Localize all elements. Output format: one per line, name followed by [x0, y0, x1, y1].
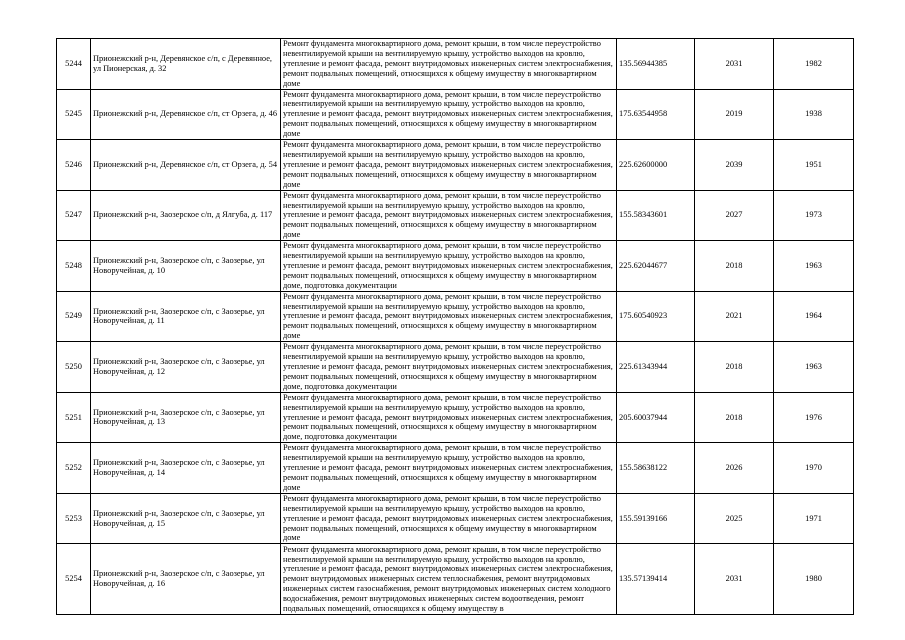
table-row — [57, 493, 854, 544]
row-number-cell: 5249 — [57, 291, 91, 342]
address-cell: Прионежский р-н, Заозерское с/п, д Ялгуба, д. 117 — [91, 190, 281, 241]
address-cell: Прионежский р-н, Заозерское с/п, с Заозерье, ул Новоручейная, д. 12 — [91, 342, 281, 393]
row-number-cell: 5252 — [57, 443, 91, 494]
table-row — [57, 241, 854, 292]
works-cell: Ремонт фундамента многоквартирного дома, ремонт крыши, в том числе переустройство невентилируемой крыши на вентилируемую крышу, устройство выходов на кровлю, утепление и ремонт фасада, ремонт внутридомовых инженерных систем электроснабжения, ремонт подвальных помещений, относящихся к общему имуществу в многоквартирном доме — [281, 140, 617, 191]
cost-cell: 135.57139414 — [617, 544, 695, 615]
row-number-cell: 5245 — [57, 89, 91, 140]
build-year-cell: 1980 — [774, 544, 854, 615]
address-cell: Прионежский р-н, Заозерское с/п, с Заозерье, ул Новоручейная, д. 11 — [91, 291, 281, 342]
build-year-cell: 1938 — [774, 89, 854, 140]
planned-year-cell: 2018 — [695, 342, 774, 393]
row-number-cell: 5253 — [57, 493, 91, 544]
works-cell: Ремонт фундамента многоквартирного дома, ремонт крыши, в том числе переустройство невентилируемой крыши на вентилируемую крышу, устройство выходов на кровлю, утепление и ремонт фасада, ремонт внутридомовых инженерных систем электроснабжения, ремонт подвальных помещений, относящихся к общему имуществу в многоквартирном доме — [281, 291, 617, 342]
row-number-cell: 5250 — [57, 342, 91, 393]
works-cell: Ремонт фундамента многоквартирного дома, ремонт крыши, в том числе переустройство невентилируемой крыши на вентилируемую крышу, устройство выходов на кровлю, утепление и ремонт фасада, ремонт внутридомовых инженерных систем электроснабжения, ремонт подвальных помещений, относящихся к общему имуществу в многоквартирном доме — [281, 89, 617, 140]
address-cell: Прионежский р-н, Заозерское с/п, с Заозерье, ул Новоручейная, д. 10 — [91, 241, 281, 292]
address-cell: Прионежский р-н, Деревянское с/п, ст Орзега, д. 46 — [91, 89, 281, 140]
planned-year-cell: 2018 — [695, 241, 774, 292]
address-cell: Прионежский р-н, Деревянское с/п, с Деревянное, ул Пионерская, д. 32 — [91, 39, 281, 90]
address-cell: Прионежский р-н, Заозерское с/п, с Заозерье, ул Новоручейная, д. 14 — [91, 443, 281, 494]
build-year-cell: 1970 — [774, 443, 854, 494]
cost-cell: 225.61343944 — [617, 342, 695, 393]
planned-year-cell: 2031 — [695, 39, 774, 90]
works-cell: Ремонт фундамента многоквартирного дома, ремонт крыши, в том числе переустройство невентилируемой крыши на вентилируемую крышу, устройство выходов на кровлю, утепление и ремонт фасада, ремонт внутридомовых инженерных систем электроснабжения, ремонт подвальных помещений, относящихся к общему имуществу в многоквартирном доме — [281, 493, 617, 544]
cost-cell: 155.58343601 — [617, 190, 695, 241]
address-cell: Прионежский р-н, Заозерское с/п, с Заозерье, ул Новоручейная, д. 16 — [91, 544, 281, 615]
planned-year-cell: 2021 — [695, 291, 774, 342]
cost-cell: 155.58638122 — [617, 443, 695, 494]
planned-year-cell: 2039 — [695, 140, 774, 191]
capital-repair-table — [56, 38, 854, 615]
table-row — [57, 342, 854, 393]
works-cell: Ремонт фундамента многоквартирного дома, ремонт крыши, в том числе переустройство невентилируемой крыши на вентилируемую крышу, устройство выходов на кровлю, утепление и ремонт фасада, ремонт внутридомовых инженерных систем электроснабжения, ремонт подвальных помещений, относящихся к общему имуществу в многоквартирном доме, подготовка документации — [281, 342, 617, 393]
works-cell: Ремонт фундамента многоквартирного дома, ремонт крыши, в том числе переустройство невентилируемой крыши на вентилируемую крышу, устройство выходов на кровлю, утепление и ремонт фасада, ремонт внутридомовых инженерных систем электроснабжения, ремонт подвальных помещений, относящихся к общему имуществу в многоквартирном доме — [281, 39, 617, 90]
planned-year-cell: 2025 — [695, 493, 774, 544]
address-cell: Прионежский р-н, Заозерское с/п, с Заозерье, ул Новоручейная, д. 13 — [91, 392, 281, 443]
table-row — [57, 89, 854, 140]
address-cell: Прионежский р-н, Заозерское с/п, с Заозерье, ул Новоручейная, д. 15 — [91, 493, 281, 544]
cost-cell: 225.62600000 — [617, 140, 695, 191]
build-year-cell: 1971 — [774, 493, 854, 544]
build-year-cell: 1976 — [774, 392, 854, 443]
planned-year-cell: 2018 — [695, 392, 774, 443]
works-cell: Ремонт фундамента многоквартирного дома, ремонт крыши, в том числе переустройство невентилируемой крыши на вентилируемую крышу, устройство выходов на кровлю, утепление и ремонт фасада, ремонт внутридомовых инженерных систем электроснабжения, ремонт подвальных помещений, относящихся к общему имуществу в многоквартирном доме, подготовка документации — [281, 241, 617, 292]
cost-cell: 205.60037944 — [617, 392, 695, 443]
cost-cell: 175.60540923 — [617, 291, 695, 342]
table-row — [57, 190, 854, 241]
table-row — [57, 544, 854, 615]
build-year-cell: 1951 — [774, 140, 854, 191]
works-cell: Ремонт фундамента многоквартирного дома, ремонт крыши, в том числе переустройство невентилируемой крыши на вентилируемую крышу, устройство выходов на кровлю, утепление и ремонт фасада, ремонт внутридомовых инженерных систем электроснабжения, ремонт подвальных помещений, относящихся к общему имуществу в многоквартирном доме, подготовка документации — [281, 392, 617, 443]
cost-cell: 155.59139166 — [617, 493, 695, 544]
planned-year-cell: 2019 — [695, 89, 774, 140]
cost-cell: 175.63544958 — [617, 89, 695, 140]
works-cell: Ремонт фундамента многоквартирного дома, ремонт крыши, в том числе переустройство невентилируемой крыши на вентилируемую крышу, устройство выходов на кровлю, утепление и ремонт фасада, ремонт внутридомовых инженерных систем электроснабжения, ремонт внутридомовых инженерных систем теплоснабжения, ремонт внутридомовых инженерных систем газоснабжения, ремонт внутридомовых инженерных систем холодного водоснабжения, ремонт внутридомовых инженерных систем водоотведения, ремонт подвальных помещений, относящихся к общему имуществу в — [281, 544, 617, 615]
works-cell: Ремонт фундамента многоквартирного дома, ремонт крыши, в том числе переустройство невентилируемой крыши на вентилируемую крышу, устройство выходов на кровлю, утепление и ремонт фасада, ремонт внутридомовых инженерных систем электроснабжения, ремонт подвальных помещений, относящихся к общему имуществу в многоквартирном доме — [281, 443, 617, 494]
row-number-cell: 5254 — [57, 544, 91, 615]
build-year-cell: 1973 — [774, 190, 854, 241]
works-cell: Ремонт фундамента многоквартирного дома, ремонт крыши, в том числе переустройство невентилируемой крыши на вентилируемую крышу, устройство выходов на кровлю, утепление и ремонт фасада, ремонт внутридомовых инженерных систем электроснабжения, ремонт подвальных помещений, относящихся к общему имуществу в многоквартирном доме — [281, 190, 617, 241]
row-number-cell: 5251 — [57, 392, 91, 443]
address-cell: Прионежский р-н, Деревянское с/п, ст Орзега, д. 54 — [91, 140, 281, 191]
row-number-cell: 5246 — [57, 140, 91, 191]
row-number-cell: 5247 — [57, 190, 91, 241]
table-row — [57, 39, 854, 90]
table-row — [57, 392, 854, 443]
planned-year-cell: 2026 — [695, 443, 774, 494]
cost-cell: 135.56944385 — [617, 39, 695, 90]
build-year-cell: 1963 — [774, 342, 854, 393]
table-row — [57, 291, 854, 342]
row-number-cell: 5244 — [57, 39, 91, 90]
planned-year-cell: 2027 — [695, 190, 774, 241]
build-year-cell: 1964 — [774, 291, 854, 342]
build-year-cell: 1982 — [774, 39, 854, 90]
cost-cell: 225.62044677 — [617, 241, 695, 292]
table-row — [57, 140, 854, 191]
table-row — [57, 443, 854, 494]
planned-year-cell: 2031 — [695, 544, 774, 615]
row-number-cell: 5248 — [57, 241, 91, 292]
build-year-cell: 1963 — [774, 241, 854, 292]
